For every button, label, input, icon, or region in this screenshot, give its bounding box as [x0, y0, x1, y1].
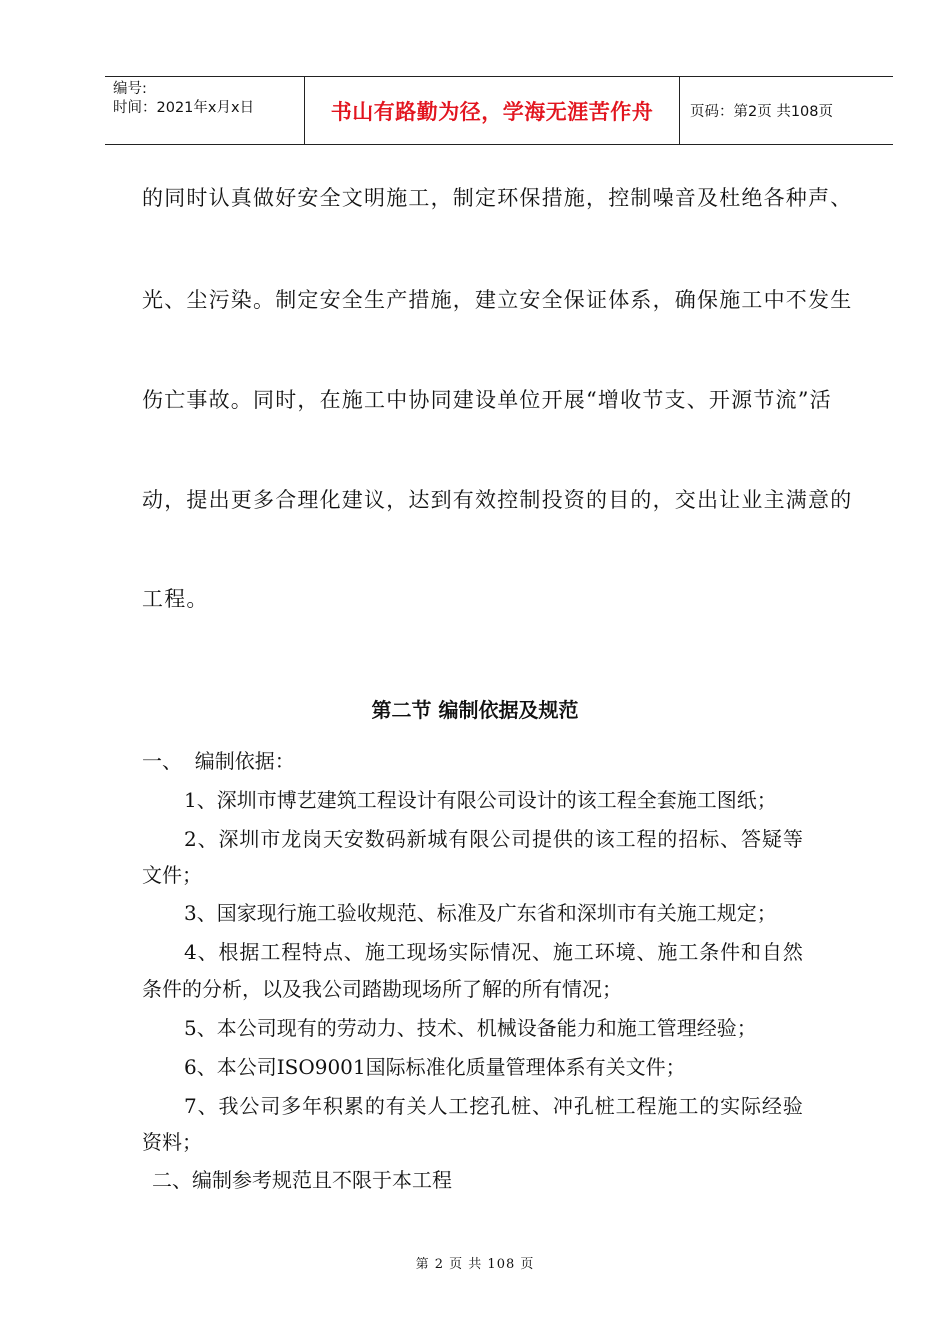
- basis-item-7-cont: 资料；: [142, 1130, 202, 1154]
- basis-item-3: 3、国家现行施工验收规范、标准及广东省和深圳市有关施工规定；: [184, 901, 777, 925]
- basis-item-4-cont: 条件的分析，以及我公司踏勘现场所了解的所有情况；: [142, 977, 622, 1001]
- document-time-label: 时间：2021年x月x日: [113, 100, 255, 116]
- header-page-info: 页码：第2页 共108页: [680, 76, 893, 144]
- intro-line-3: 伤亡事故。同时，在施工中协同建设单位开展“增收节支、开源节流”活: [142, 388, 832, 412]
- basis-item-2: 2、深圳市龙岗天安数码新城有限公司提供的该工程的招标、答疑等: [184, 827, 804, 851]
- header-motto: 书山有路勤为径，学海无涯苦作舟: [305, 76, 680, 144]
- basis-item-2-cont: 文件；: [142, 863, 202, 887]
- page-footer: 第 2 页 共 108 页: [415, 1257, 535, 1272]
- section-title: 第二节 编制依据及规范: [371, 698, 579, 722]
- page-header: [105, 76, 893, 145]
- reference-heading: 二、编制参考规范且不限于本工程: [152, 1168, 452, 1192]
- basis-item-7: 7、我公司多年积累的有关人工挖孔桩、冲孔桩工程施工的实际经验: [184, 1094, 804, 1118]
- basis-item-5: 5、本公司现有的劳动力、技术、机械设备能力和施工管理经验；: [184, 1016, 757, 1040]
- basis-item-1: 1、深圳市博艺建筑工程设计有限公司设计的该工程全套施工图纸；: [184, 788, 777, 812]
- intro-line-1: 的同时认真做好安全文明施工，制定环保措施，控制噪音及杜绝各种声、: [142, 186, 853, 210]
- intro-line-4: 动，提出更多合理化建议，达到有效控制投资的目的，交出让业主满意的: [142, 488, 853, 512]
- intro-line-5: 工程。: [142, 587, 209, 611]
- intro-line-2: 光、尘污染。制定安全生产措施，建立安全保证体系，确保施工中不发生: [142, 288, 853, 312]
- document-number-label: 编号:: [113, 81, 147, 97]
- basis-item-6: 6、本公司ISO9001国际标准化质量管理体系有关文件；: [184, 1055, 686, 1079]
- basis-item-4: 4、根据工程特点、施工现场实际情况、施工环境、施工条件和自然: [184, 940, 804, 964]
- basis-heading: 一、 编制依据：: [142, 749, 295, 773]
- header-meta-cell: [105, 76, 305, 144]
